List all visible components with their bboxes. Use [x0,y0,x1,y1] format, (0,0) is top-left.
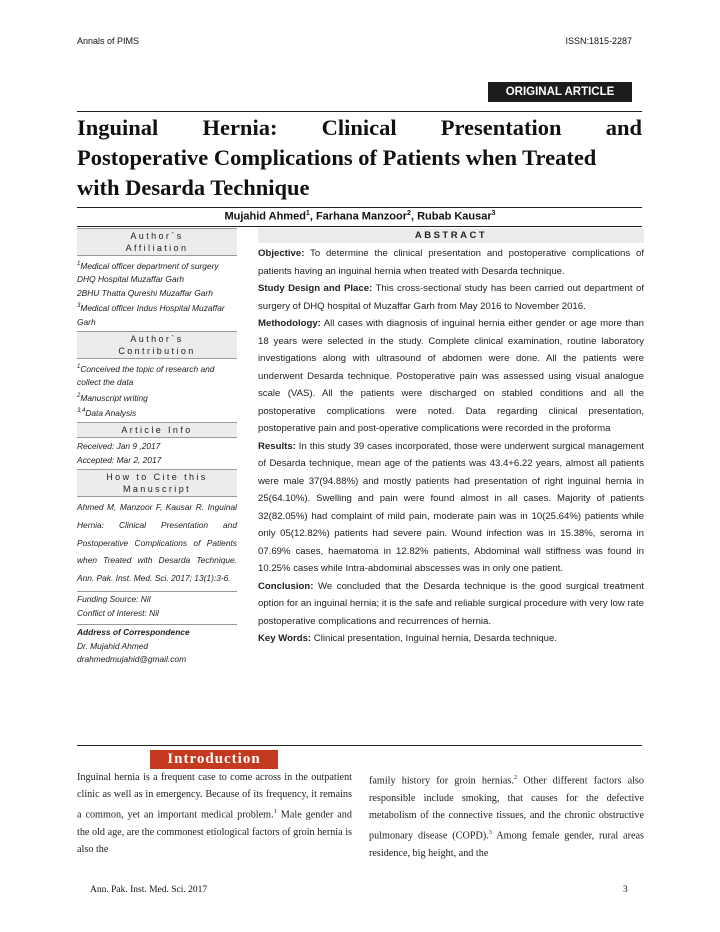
article-type-badge: ORIGINAL ARTICLE [488,82,632,102]
section-label: Methodology: [258,318,321,329]
accepted-date: Accepted: Mar 2, 2017 [77,454,162,465]
ref-sup: 1 [273,808,277,816]
author-sup: 1 [305,210,310,217]
heading-line: Author`s [130,334,184,345]
section-label: Study Design and Place: [258,283,373,294]
article-info-heading: Article Info [77,422,237,438]
contrib-sup: 3,4 [77,408,86,415]
abstract-results [258,438,644,578]
contribution-heading [77,331,237,359]
abstract-design [258,280,644,315]
section-label: Conclusion: [258,580,314,592]
contribution-3 [77,405,237,420]
heading-line: Contribution [118,346,196,357]
author-sup: 2 [407,210,411,217]
intro-left-column [77,769,352,858]
title-word: Hernia: [202,115,278,140]
abstract-bottom-rule [77,745,642,746]
affiliation-3 [77,300,237,329]
title-line-2: Postoperative Complications of Patients when Treated [77,145,597,170]
title-word: Clinical [321,115,397,140]
footer-citation: Ann. Pak. Inst. Med. Sci. 2017 [90,885,208,895]
section-text: We concluded that the Desarda technique is the good surgical treatment option for an inguinal hernia; it is the safe and reliable surgical procedure with very low rate postoperative complications and recurrences of hernia. [258,580,644,627]
author-name: Rubab Kausar [417,210,492,223]
author-separator: , [410,210,418,223]
introduction-heading: Introduction [150,750,278,769]
contrib-text: Data Analysis [85,407,137,418]
intro-right-column [369,769,644,862]
title-top-rule [77,111,642,112]
contribution-2 [77,390,237,405]
author-separator: , [309,210,316,223]
title-bottom-rule [77,207,642,208]
abstract-heading: ABSTRACT [258,228,644,243]
correspondence-heading: Address of Correspondence [77,627,190,638]
affiliation-1 [77,258,237,287]
citation-text: Ahmed M, Manzoor F, Kausar R. Inguinal Hernia: Clinical Presentation and Postoperative Complications of Patients when Treated with Desarda Technique. Ann. Pak. Inst. Med. Sci. 2017; 13(1):3-6. [77,502,237,583]
author-name: Mujahid Ahmed [224,210,306,223]
section-text: In this study 39 cases incorporated, those were underwent surgical management of Desarda technique, mean age of the patients was 43.4+6.22 years, almost all patients were male 37(94.88%) and mostly patients had presentation of right inguinal hernia in 25(64.10%). Swelling and pain were found almost in all cases. Majority of patients 32(82.05%) had complaint of mild pain, moderate pain was in 10(25.64%) patients while only 05(12.82%) patients had severe pain. Wound infection was in 15.38%, seroma in 07.69% cases, haematoma in 12.82% patients, Abdominal wall stiffness was found in 10.25% cases while Intra-abdominal abscesses was in only one patient. [258,440,644,574]
title-word: Presentation [440,115,562,140]
abstract-conclusion [258,578,644,631]
conflict-of-interest: Conflict of Interest: Nil [77,607,159,618]
cite-heading [77,469,237,497]
intro-text: family history for groin hernias. [369,775,514,787]
correspondence [77,625,237,669]
article-title [77,113,642,203]
contribution-1 [77,361,237,390]
article-info [77,438,237,469]
heading-line: Affiliation [125,243,189,253]
heading-line: Author`s [130,231,184,241]
title-word: and [605,115,642,140]
affiliations [77,256,237,331]
intro-text: Among female gender, rural areas residence, big height, and the [369,830,644,859]
contrib-sup: 1 [77,364,81,371]
aff-text: Medical officer Indus Hospital Muzaffar Garh [77,303,225,327]
contributions [77,359,237,422]
abstract-objective [258,245,644,280]
abstract-keywords [258,630,644,648]
affiliation-heading [77,228,237,256]
ref-sup: 2 [513,774,518,781]
author-sup: 3 [491,210,496,217]
heading-line: How to Cite this [106,472,208,483]
aff-sup: 1 [77,261,81,267]
correspondence-email[interactable]: drahmedmujahid@gmail.com [77,654,187,665]
aff-sup: 3 [77,303,81,310]
intro-text: Inguinal hernia is a frequent case to come across in the outpatient clinic as well as in emergency. Because of its frequency, it remains a common, yet an important medical problem. [77,772,352,821]
received-date: Received: Jan 9 ,2017 [77,441,161,452]
title-line-1 [77,113,642,143]
section-text: This cross-sectional study has been carried out department of surgery of DHQ hospital of Muzaffar Garh from May 2016 to November 2016. [258,283,644,312]
section-label: Results: [258,440,296,452]
affiliation-2: 2BHU Thatta Qureshi Muzaffar Garh [77,287,213,298]
article-sidebar [77,228,237,669]
section-text: To determine the clinical presentation and postoperative complications of patients having an inguinal hernia when treated with Desarda technique. [258,248,644,277]
contrib-text: Conceived the topic of research and collect the data [77,363,215,388]
section-label: Key Words: [258,633,312,644]
section-text: Clinical presentation, Inguinal hernia, Desarda technique. [311,633,557,644]
page-number: 3 [623,885,628,895]
title-word: Inguinal [77,115,159,140]
journal-name: Annals of PIMS [77,36,140,46]
aff-text: Medical officer department of surgery DHQ Hospital Muzaffar Garh [77,260,219,285]
funding-info [77,592,237,622]
author-name: Farhana Manzoor [315,210,408,223]
funding-source: Funding Source: Nil [77,594,151,605]
section-label: Objective: [258,248,305,259]
authors-bottom-rule [77,226,642,227]
abstract [258,228,644,648]
intro-text: Male gender and the old age, are the commonest etiological factors of groin hernia is also the [77,809,352,856]
ref-sup: 3 [488,829,493,836]
section-text: All cases with diagnosis of inguinal hernia either gender or age more than 18 years were selected in the study. Complete clinical examination, routine laboratory investigations along with ultrasound of abdomen were done. All the patients were underwent Desarda technique. Postoperative pain was assessed using visual analogue scale (VAS). All the patients were discharged on stabled conditions and all the postoperative complications were noted. Data regarding clinical presentation, postoperative pain and post-operative complications were recorded in the proforma [258,318,644,434]
contrib-sup: 2 [77,392,81,399]
issn: ISSN:1815-2287 [565,36,632,46]
heading-line: Manuscript [122,484,191,495]
title-line-3: with Desarda Technique [77,175,310,200]
contrib-text: Manuscript writing [80,392,148,403]
abstract-methodology [258,315,644,438]
intro-text: Other different factors also responsible include smoking, that causes for the defective metabolism of the connective tissues, and the chronic obstructive pulmonary disease (COPD). [369,775,644,842]
author-list [0,210,720,223]
correspondence-name: Dr. Mujahid Ahmed [77,640,149,651]
